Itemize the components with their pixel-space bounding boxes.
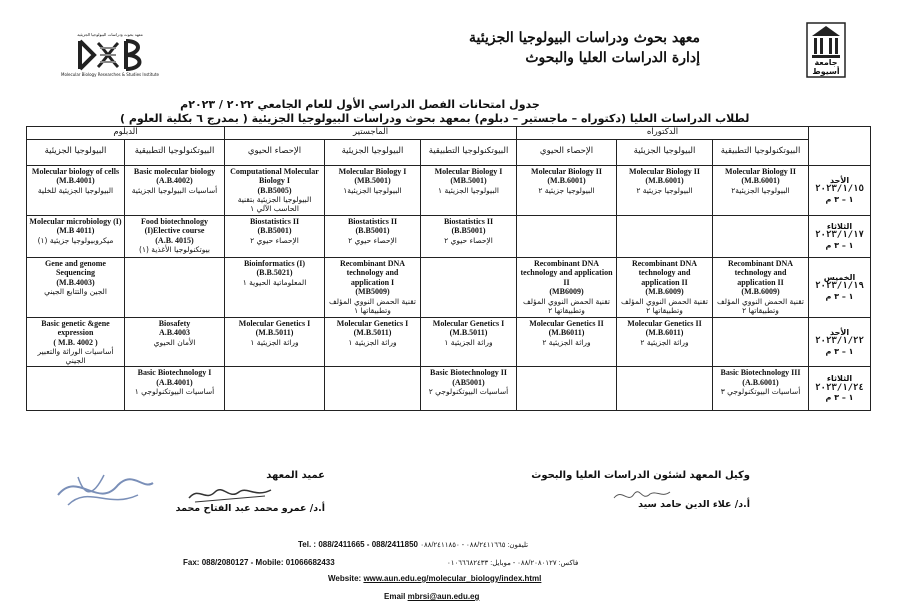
course-code: (AB5001) [452, 377, 485, 387]
exam-course-cell [421, 215, 517, 257]
course-name: Molecular Genetics II [529, 318, 604, 328]
exam-course-cell [617, 317, 713, 367]
course-code: (B.B5001) [257, 226, 292, 235]
exam-course-cell [617, 367, 713, 411]
exam-course-cell [27, 165, 125, 215]
schedule-title-location: ( بمدرج ٦ بكلية العلوم ) [120, 112, 248, 125]
exam-course-cell [125, 367, 225, 411]
dean-signature-icon [185, 480, 275, 506]
mobile-label: - Mobile: [250, 558, 284, 567]
exam-day-cell [809, 257, 871, 317]
column-header: البيوتكنولوجيا التطبيقية [421, 139, 517, 165]
fax-label: Fax: [183, 558, 200, 567]
telephone-label: Tel. : [298, 540, 317, 549]
course-code: (A.B.6001) [742, 377, 779, 387]
course-name: Biostatistics II [249, 216, 300, 226]
course-code: (M.B.6001) [547, 176, 586, 185]
course-arabic-name: أساسيات البيوتكنولوجي ٢ [428, 387, 509, 396]
institute-logo [60, 32, 160, 82]
course-arabic-name: البيولوجيا الجزيئية٢ [731, 185, 790, 195]
exam-date: ٢٠٢٣/١/٢٢ [815, 336, 864, 346]
exam-day: الخميس [823, 272, 856, 282]
email-label: Email [384, 592, 406, 601]
course-name: Basic Biotechnology I (A.B.4001) [137, 368, 212, 387]
fax-value: 088/2080127 [201, 558, 249, 567]
course-arabic-name: البيولوجيا الجزيئية ١ [438, 185, 499, 195]
schedule-title-line2-text: لطلاب الدراسات العليا (دكتوراه – ماجستير – دبلوم) بمعهد بحوث ودراسات البيولوجيا الجزيئية [251, 112, 750, 125]
column-header: البيولوجيا الجزيئية [325, 139, 421, 165]
exam-day-cell [809, 367, 871, 411]
course-code: (B.B5005) [257, 185, 292, 195]
course-code: (M.B.6001) [645, 176, 684, 185]
exam-course-cell [325, 367, 421, 411]
exam-date: ٢٠٢٣/١/١٧ [815, 230, 864, 241]
exam-day-cell [809, 165, 871, 215]
course-name: Recombinant DNA technology and application II [727, 258, 794, 287]
course-code: (M.B 4011) [56, 226, 95, 235]
course-arabic-name: البيولوجيا الجزيئية١ [343, 185, 402, 195]
exam-course-cell [421, 367, 517, 411]
exam-course-cell [517, 165, 617, 215]
course-name: Biostatistics II [443, 216, 494, 226]
course-code: (B.B.5021) [256, 268, 293, 277]
course-name: Molecular Biology II [629, 166, 700, 176]
exam-day-cell [809, 317, 871, 367]
university-logo [806, 22, 846, 78]
exam-course-cell [713, 367, 809, 411]
course-arabic-name: الإحصاء حيوي ٢ [250, 235, 299, 245]
course-code: (M.B.5011) [449, 328, 488, 337]
exam-course-cell [125, 215, 225, 257]
exam-course-cell [27, 317, 125, 367]
course-arabic-name: وراثة الجزيئية ١ [444, 337, 493, 347]
group-header-diploma: الدبلوم [27, 127, 225, 140]
exam-day: الأحد [829, 327, 850, 337]
schedule-title-line2 [120, 112, 750, 126]
exam-time: ١ – ٣ م [825, 240, 854, 250]
course-arabic-name: تقنية الحمض النووي المؤلف وتطبيقاتها ١ [329, 296, 416, 315]
exam-course-cell [617, 257, 713, 317]
exam-course-cell [421, 257, 517, 317]
exam-time: ١ – ٣ م [825, 291, 854, 301]
schedule-title-line1: جدول امتحانات الفصل الدراسي الأول للعام الجامعي ٢٠٢٢ / ٢٠٢٣م [180, 98, 540, 111]
column-header: البيوتكنولوجيا التطبيقية [125, 139, 225, 165]
course-name: Molecular Biology I [338, 166, 407, 176]
course-arabic-name: البيولوجيا جزيئية ٢ [538, 185, 595, 195]
exam-course-cell [225, 215, 325, 257]
course-arabic-name: أساسيات البيوتكنولوجي ٣ [720, 387, 801, 396]
fax-line [183, 558, 578, 567]
course-code: (M.B.6009) [741, 287, 780, 296]
exam-course-cell [713, 215, 809, 257]
mobile-value: 01066682433 [285, 558, 335, 567]
exam-course-cell [225, 317, 325, 367]
exam-course-cell [125, 317, 225, 367]
course-code: (A.B.4002) [156, 176, 193, 185]
exam-course-cell [325, 317, 421, 367]
exam-day: الأحد [829, 175, 850, 185]
website-line [328, 574, 541, 583]
course-name: Molecular Genetics II [627, 318, 702, 328]
course-code: (M.B.6001) [741, 176, 780, 185]
dean-name: أ.د/ عمرو محمد عبد الفتاح محمد [175, 503, 325, 514]
table-row [27, 317, 871, 367]
institute-stamp-icon [48, 465, 158, 515]
course-name: Biostatistics II [347, 216, 398, 226]
course-code: (B.B5001) [451, 226, 486, 235]
course-arabic-name: الإحصاء حيوي ٢ [348, 235, 397, 245]
course-name: Recombinant DNA technology and application II [520, 258, 613, 287]
exam-date: ٢٠٢٣/١/٢٤ [815, 382, 864, 393]
course-arabic-name: وراثة الجزيئية ٢ [640, 337, 689, 347]
institute-name: معهد بحوث ودراسات البيولوجيا الجزيئية [469, 30, 700, 46]
course-arabic-name: تقنية الحمض النووي المؤلف وتطبيقاتها ٢ [523, 296, 610, 315]
exam-course-cell [517, 367, 617, 411]
exam-course-cell [325, 215, 421, 257]
exam-day: الثلاثاء [826, 221, 853, 231]
course-code: (MB6009) [549, 287, 584, 296]
course-name: Biosafety [158, 318, 191, 328]
institute-logo-caption: Molecular Biology Researches & Studies Institute [61, 72, 159, 77]
university-logo-text: جامعة أسيوط [812, 58, 840, 76]
exam-date: ٢٠٢٣/١/١٥ [815, 184, 864, 195]
exam-time: ١ – ٣ م [825, 346, 854, 356]
group-header-doctorate: الدكتوراه [517, 127, 809, 140]
exam-course-cell [125, 257, 225, 317]
exam-course-cell [325, 165, 421, 215]
course-code: (M.B.5011) [353, 328, 392, 337]
exam-course-cell [27, 215, 125, 257]
course-code: (MB.5001) [354, 176, 391, 185]
table-row [27, 367, 871, 411]
dna-logo-icon [60, 35, 160, 75]
exam-course-cell [125, 165, 225, 215]
exam-time: ١ – ٣ م [825, 393, 854, 403]
telephone-arabic: تليفون: ٠٨٨/٢٤١١٦٦٥ - ٠٨٨/٢٤١١٨٥٠ [420, 542, 529, 549]
schedule-title [120, 98, 750, 126]
exam-course-cell [713, 317, 809, 367]
table-row [27, 215, 871, 257]
column-header: الإحصاء الحيوي [225, 139, 325, 165]
course-arabic-name: أساسيات الوراثة والتعبير الجيني [37, 347, 114, 365]
exam-schedule-table [26, 126, 871, 411]
course-name: Molecular Genetics I [336, 318, 409, 328]
course-arabic-name: وراثة الجزيئية ١ [348, 337, 397, 347]
exam-course-cell [517, 215, 617, 257]
course-arabic-name: الإحصاء حيوي ٢ [444, 235, 493, 245]
course-code: (M.B.4001) [56, 176, 95, 185]
course-code: (MB.5001) [450, 176, 487, 185]
group-header-masters: الماجستير [225, 127, 517, 140]
course-name: Food biotechnology (I)Elective course [141, 216, 208, 235]
header-title [400, 28, 700, 68]
course-arabic-name: الأمان الحيوي [153, 337, 196, 347]
course-arabic-name: ميكروبيولوجيا جزيئية (١) [37, 235, 114, 245]
course-code: (MB5009) [355, 287, 390, 296]
course-name: Recombinant DNA technology and application II [631, 258, 698, 287]
exam-course-cell [225, 165, 325, 215]
course-code: (M.B.6009) [645, 287, 684, 296]
course-name: Molecular Genetics I [432, 318, 505, 328]
course-name: Gene and genome Sequencing [45, 258, 106, 277]
telephone-value: 088/2411665 - 088/2411850 [318, 540, 418, 549]
website-label: Website: [328, 574, 362, 583]
course-name: Recombinant DNA technology and application I [339, 258, 406, 287]
exam-course-cell [325, 257, 421, 317]
dean-title: عميد المعهد [266, 470, 325, 481]
course-code: (M.B.5011) [255, 328, 294, 337]
exam-course-cell [713, 257, 809, 317]
course-arabic-name: بيوتكنولوجيا الأغذية (١) [139, 245, 210, 254]
course-name: Basic Biotechnology II [430, 368, 507, 377]
fax-arabic: فاكس: ٠٨٨/٢٠٨٠١٢٧ - موبايل: ٠١٠٦٦٦٨٢٤٣٣ [446, 560, 579, 567]
website-link[interactable]: www.aun.edu.eg/molecular_biology/index.html [363, 574, 542, 583]
course-arabic-name: البيولوجيا الجزيئية للخلية [37, 185, 114, 195]
course-code: ( M.B. 4002 ) [53, 337, 98, 347]
course-name: Molecular Biology II [531, 166, 602, 176]
course-code: (B.B5001) [355, 226, 390, 235]
course-arabic-name: أساسيات البيولوجيا الجزيئية [131, 185, 218, 195]
exam-course-cell [225, 367, 325, 411]
course-name: Computational Molecular Biology I [230, 166, 319, 185]
exam-course-cell [617, 165, 713, 215]
course-arabic-name: المعلوماتية الحيوية ١ [242, 277, 307, 287]
course-code: (M.B.6011) [645, 328, 684, 337]
course-name: Basic Biotechnology III [720, 368, 801, 377]
exam-course-cell [713, 165, 809, 215]
column-header: البيولوجيا الجزيئية [27, 139, 125, 165]
course-code: (M.B.4003) [56, 277, 95, 287]
course-arabic-name: البيولوجيا الجزيئية بتقنية الحاسب الآلي ١ [237, 195, 312, 213]
exam-course-cell [27, 367, 125, 411]
exam-course-cell [517, 317, 617, 367]
exam-day-cell [809, 215, 871, 257]
table-row [27, 165, 871, 215]
course-arabic-name: تقنية الحمض النووي المؤلف وتطبيقاتها ٢ [717, 296, 804, 315]
course-name: Basic molecular biology [133, 166, 216, 176]
exam-course-cell [27, 257, 125, 317]
exam-date: ٢٠٢٣/١/١٩ [815, 281, 864, 292]
vice-dean-name: أ.د/ علاء الدين حامد سيد [638, 499, 750, 510]
institute-logo-arabic: معهد بحوث ودراسات البيولوجيا الجزيئية [77, 32, 143, 37]
exam-course-cell [517, 257, 617, 317]
vice-dean-signature-block [430, 470, 750, 510]
course-arabic-name: الجين والتتابع الجيني [44, 287, 107, 296]
exam-day: الثلاثاء [826, 374, 853, 384]
course-name: Basic genetic &gene expression [41, 318, 110, 337]
course-arabic-name: وراثة الجزيئية ١ [250, 337, 299, 347]
table-group-header-row [27, 127, 871, 140]
email-link[interactable]: mbrsi@aun.edu.eg [407, 592, 480, 601]
course-name: Molecular Genetics I [238, 318, 311, 328]
course-name: Molecular microbiology (I) [29, 216, 122, 226]
exam-time: ١ – ٣ م [825, 194, 854, 204]
course-code: A.B.4003 [158, 328, 191, 337]
exam-course-cell [225, 257, 325, 317]
vice-dean-title: وكيل المعهد لشئون الدراسات العليا والبحوث [531, 470, 750, 481]
department-name: إدارة الدراسات العليا والبحوث [525, 50, 700, 66]
course-arabic-name: وراثة الجزيئية ٢ [542, 337, 591, 347]
course-name: Bioinformatics (I) [243, 258, 306, 268]
exam-schedule-body [27, 165, 871, 411]
exam-course-cell [617, 215, 713, 257]
exam-course-cell [421, 165, 517, 215]
day-column-header [809, 127, 871, 166]
course-arabic-name: أساسيات البيوتكنولوجي ١ [134, 387, 215, 396]
telephone-line [298, 540, 528, 549]
course-name: Molecular Biology II [725, 166, 796, 176]
course-code: (A.B. 4015) [155, 235, 194, 245]
column-header: الإحصاء الحيوي [517, 139, 617, 165]
course-arabic-name: تقنية الحمض النووي المؤلف وتطبيقاتها ٢ [621, 296, 708, 315]
course-arabic-name: البيولوجيا جزيئية ٢ [636, 185, 693, 195]
course-name: Molecular biology of cells [31, 166, 120, 176]
table-row [27, 257, 871, 317]
vice-dean-signature-icon [612, 484, 672, 506]
course-name: Molecular Biology I [434, 166, 503, 176]
table-column-header-row [27, 139, 871, 165]
course-code: (M.B6011) [548, 328, 585, 337]
column-header: البيوتكنولوجيا التطبيقية [713, 139, 809, 165]
email-line [384, 592, 479, 601]
exam-course-cell [421, 317, 517, 367]
column-header: البيولوجيا الجزيئية [617, 139, 713, 165]
